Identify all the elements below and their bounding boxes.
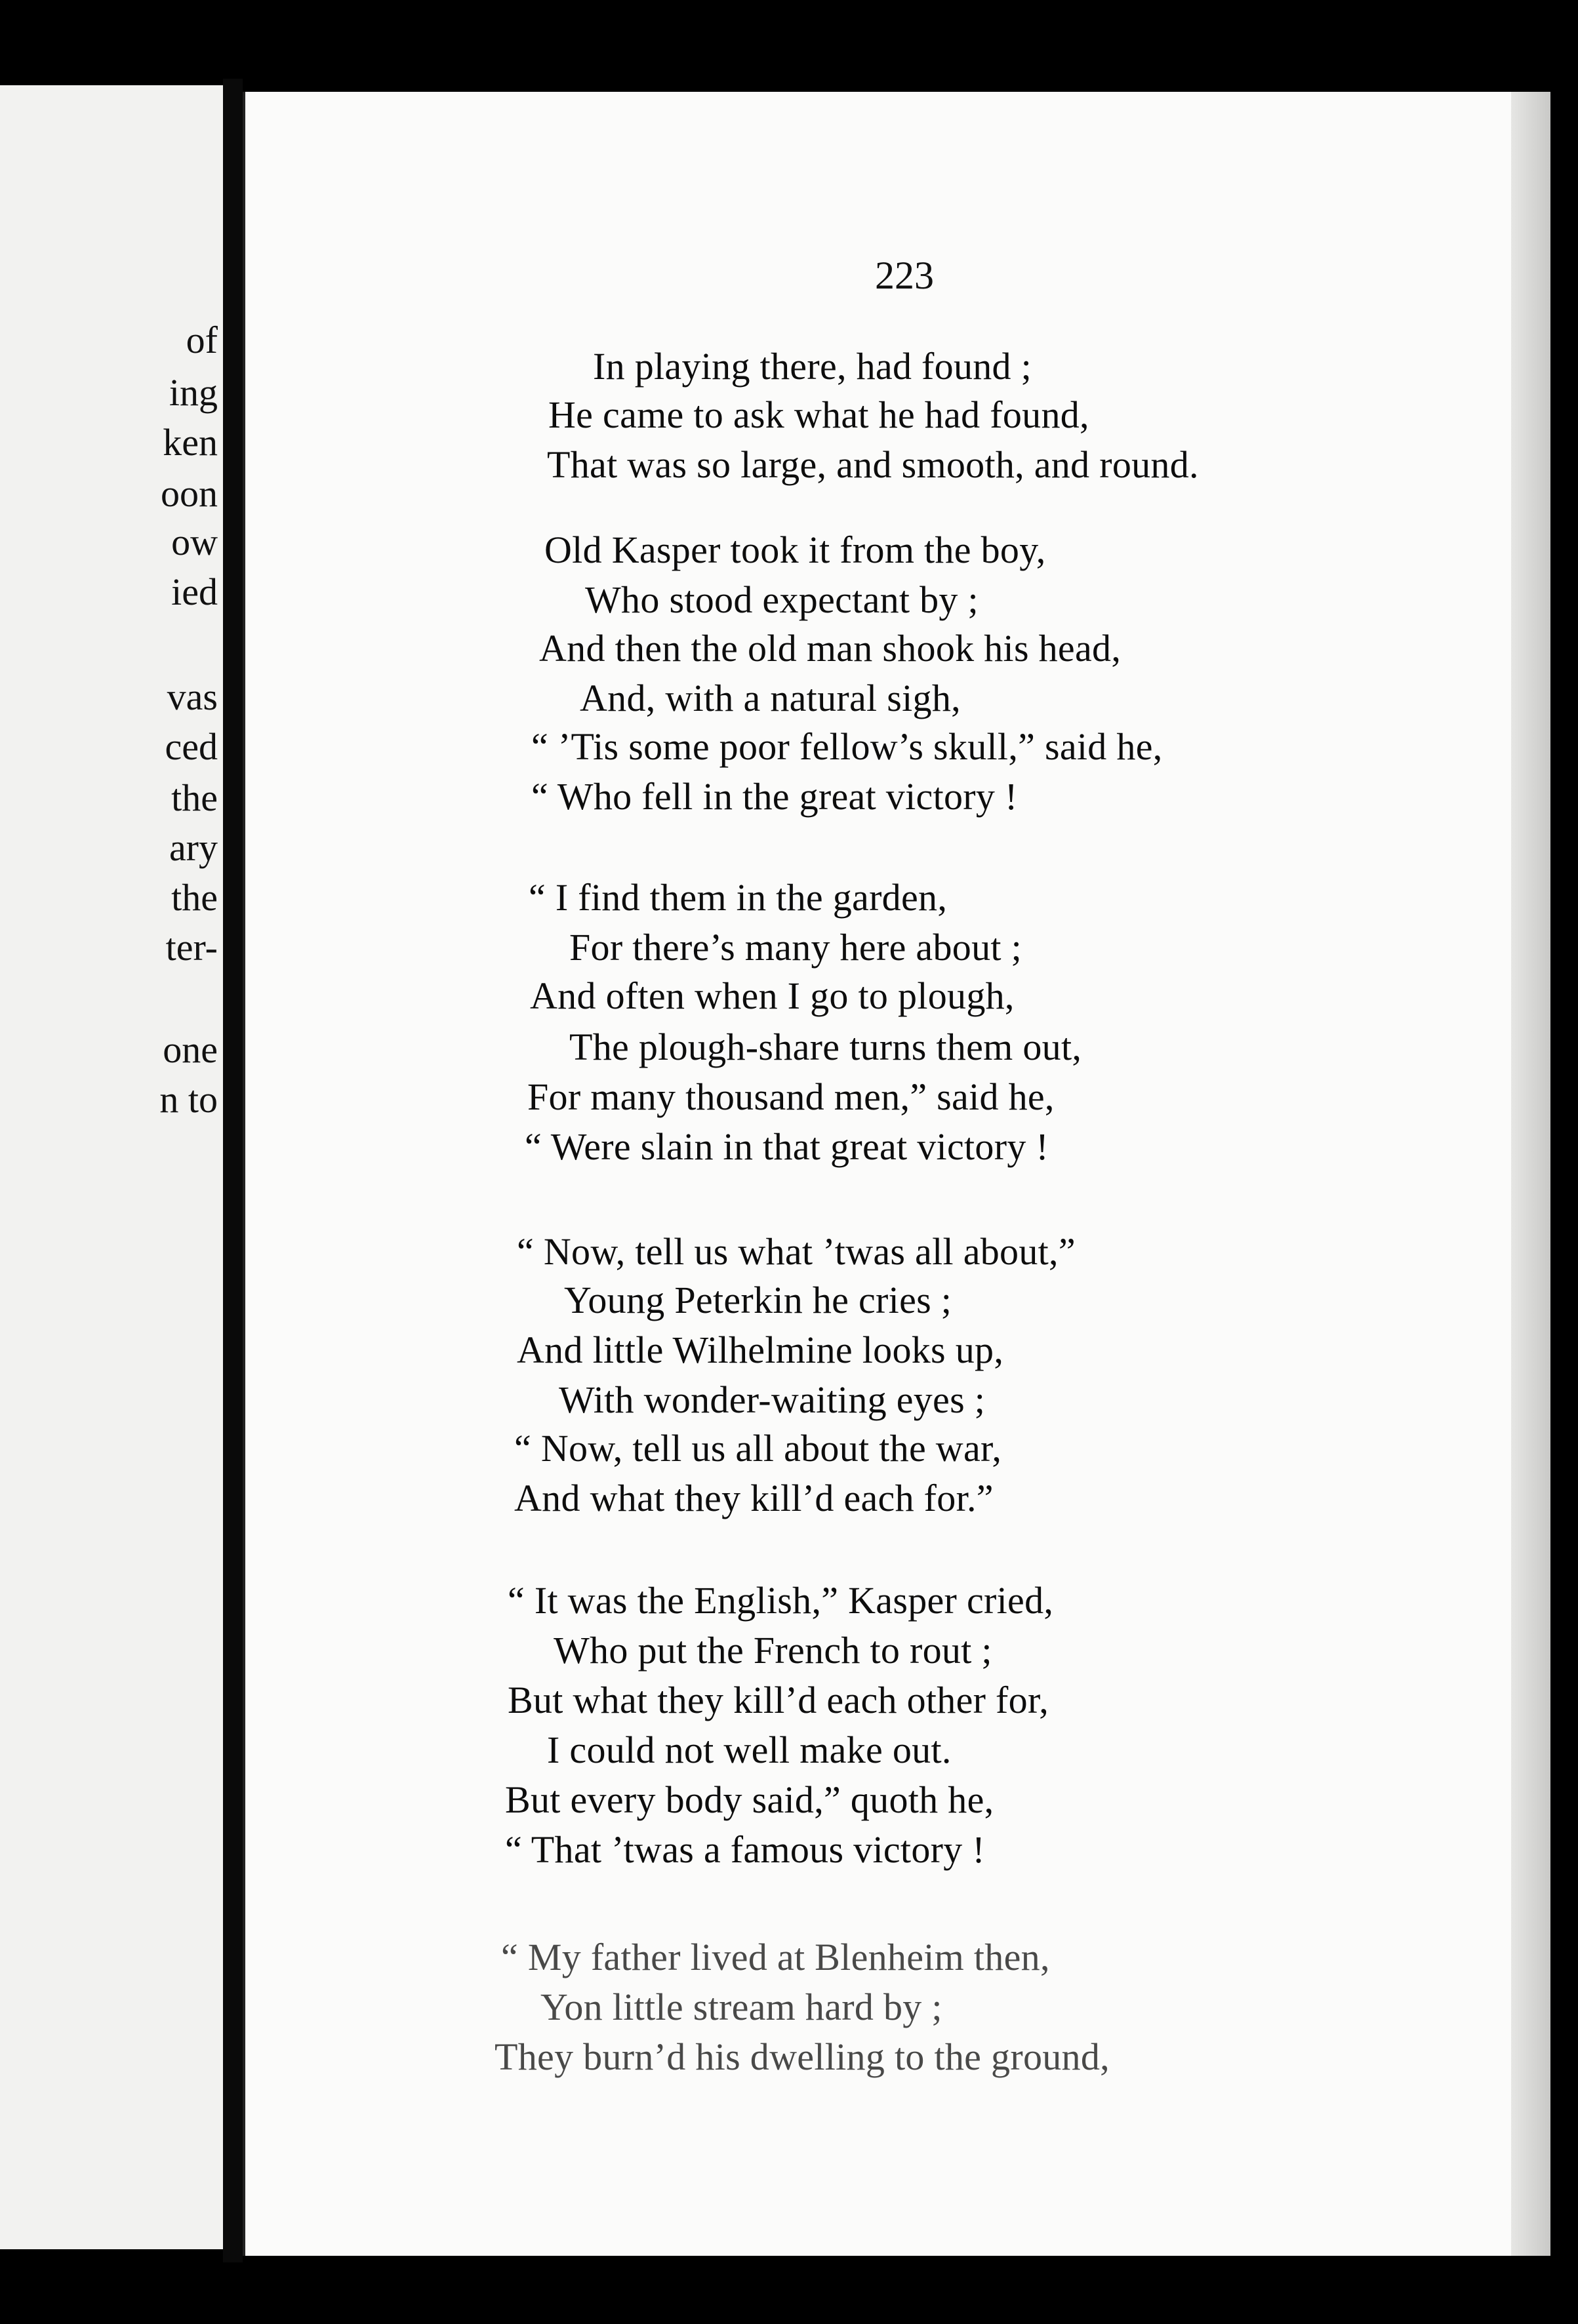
poem-line: “ That ’twas a famous victory ! xyxy=(505,1828,985,1871)
left-page-fragment: oon xyxy=(161,472,218,515)
poem-line: And what they kill’d each for.” xyxy=(514,1477,994,1519)
poem-line: And often when I go to plough, xyxy=(530,974,1015,1017)
poem-line: And little Wilhelmine looks up, xyxy=(517,1329,1004,1371)
poem-line: “ ’Tis some poor fellow’s skull,” said he, xyxy=(531,725,1163,768)
left-page-fragment: ced xyxy=(165,725,218,768)
left-page-fragment: ow xyxy=(171,521,218,563)
poem-line: “ Now, tell us all about the war, xyxy=(514,1427,1002,1470)
poem-line: “ Who fell in the great victory ! xyxy=(531,775,1018,818)
book-gutter xyxy=(223,79,243,2262)
left-page-fragment: vas xyxy=(167,675,218,718)
left-page-fragment: one xyxy=(163,1028,218,1071)
left-page-fragment: ary xyxy=(169,826,218,869)
poem-line: Yon little stream hard by ; xyxy=(540,1986,942,2028)
left-page-fragment: ing xyxy=(169,371,218,414)
poem-line: And, with a natural sigh, xyxy=(580,677,961,719)
left-page-fragment: of xyxy=(186,319,218,361)
poem-line: “ It was the English,” Kasper cried, xyxy=(508,1579,1054,1622)
left-facing-page xyxy=(0,85,223,2249)
poem-line: I could not well make out. xyxy=(547,1729,952,1771)
left-page-fragment: the xyxy=(171,776,218,819)
poem-line: With wonder-waiting eyes ; xyxy=(559,1378,986,1421)
poem-line: They burn’d his dwelling to the ground, xyxy=(495,2035,1110,2078)
poem-line: “ Were slain in that great victory ! xyxy=(525,1125,1049,1168)
poem-line: For there’s many here about ; xyxy=(569,926,1022,969)
poem-line: And then the old man shook his head, xyxy=(539,627,1122,670)
poem-line: Old Kasper took it from the boy, xyxy=(544,529,1046,571)
poem-line: Young Peterkin he cries ; xyxy=(564,1279,952,1321)
poem-line: That was so large, and smooth, and round. xyxy=(547,443,1199,486)
right-page xyxy=(243,92,1550,2256)
left-page-fragment: the xyxy=(171,876,218,919)
poem-line: In playing there, had found ; xyxy=(593,345,1032,388)
left-page-fragment: ied xyxy=(171,571,218,613)
page-number: 223 xyxy=(875,254,934,297)
poem-line: Who put the French to rout ; xyxy=(554,1629,992,1672)
poem-line: But what they kill’d each other for, xyxy=(508,1679,1049,1721)
left-page-fragment: ter- xyxy=(165,926,218,969)
poem-line: “ My father lived at Blenheim then, xyxy=(501,1936,1050,1978)
poem-line: He came to ask what he had found, xyxy=(548,393,1089,436)
poem-line: The plough-share turns them out, xyxy=(569,1026,1082,1068)
poem-line: Who stood expectant by ; xyxy=(585,578,979,621)
poem-line: “ Now, tell us what ’twas all about,” xyxy=(517,1230,1076,1273)
left-page-fragment: ken xyxy=(163,421,218,464)
poem-line: “ I find them in the garden, xyxy=(529,876,948,919)
poem-line: For many thousand men,” said he, xyxy=(527,1075,1055,1118)
poem-line: But every body said,” quoth he, xyxy=(505,1778,994,1821)
page-edge xyxy=(1511,92,1550,2256)
left-page-fragment: n to xyxy=(159,1078,218,1121)
